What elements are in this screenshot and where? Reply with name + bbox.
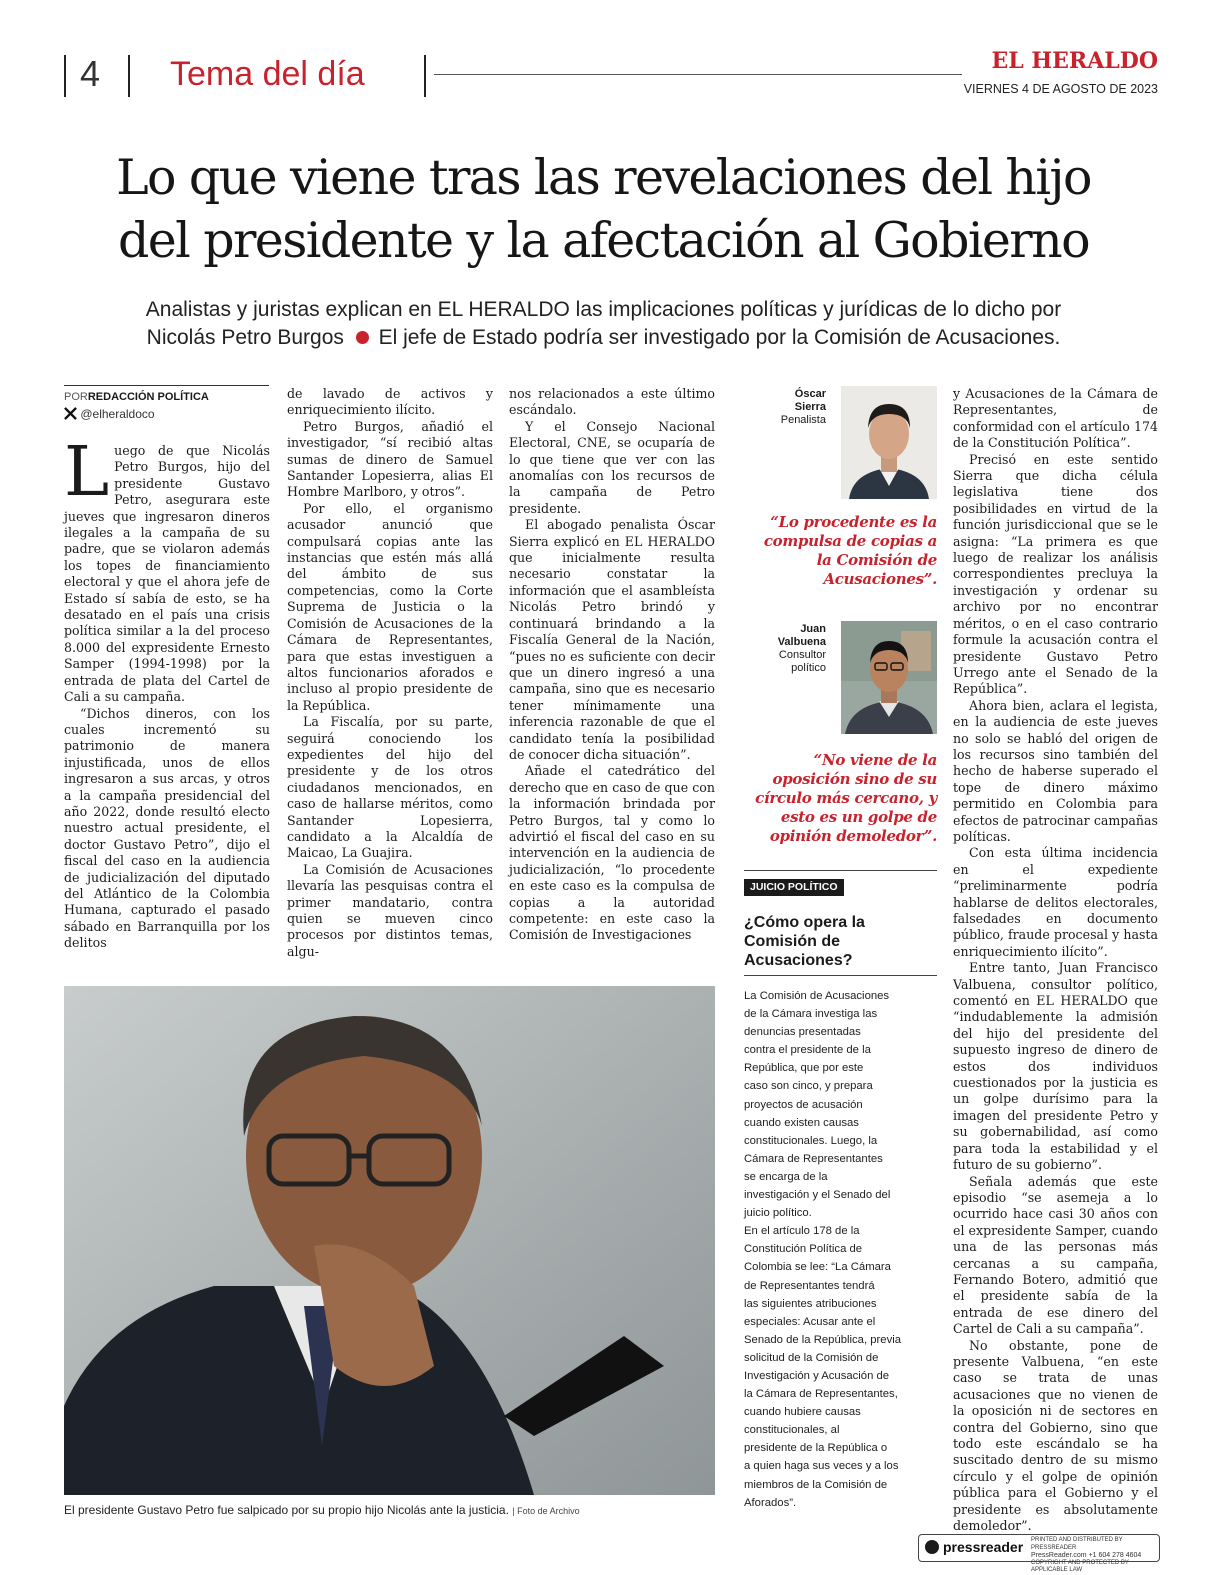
header-rule-left: [64, 55, 66, 97]
source-1-label: [760, 388, 826, 427]
sidebar-line: la Cámara de Representantes,: [744, 1388, 898, 1401]
col2-paragraph-3: Por ello, el organismo acusador anunció que compulsará copias ante las instancias que estén más allá del ámbito de sus competencias, como la Corte Suprema de Justicia o la Comisión de Acusaciones de la Cámara de Representantes, para que estas investiguen a altos funcionarios aforados e incluso al propio presidente de la República.: [287, 500, 493, 713]
drop-cap: L: [64, 433, 110, 512]
col2-paragraph-5: La Comisión de Acusaciones llevaría las pesquisas contra el primer mandatario, contra quien se mueven cinco procesos por distintos temas, algu-: [287, 861, 493, 959]
section-label: Tema del día: [170, 55, 365, 93]
masthead: EL HERALDO: [991, 48, 1158, 74]
source-2-photo: [841, 621, 937, 734]
sidebar-line: La Comisión de Acusaciones: [744, 990, 890, 1002]
col3-paragraph-1: nos relacionados a este último escándalo.: [509, 386, 715, 418]
sidebar-line: las siguientes atribuciones: [744, 1297, 877, 1310]
headline-line-2: del presidente y la afectación al Gobierno: [118, 212, 1089, 269]
sidebar-line: juicio político.: [744, 1207, 812, 1220]
sidebar-line: constitucionales. Luego, la: [744, 1134, 878, 1147]
caption-text: El presidente Gustavo Petro fue salpicado por su propio hijo Nicolás ante la justicia.: [64, 1503, 509, 1517]
sidebar-line: República, que por este: [744, 1062, 864, 1075]
sidebar-line: Cámara de Representantes: [744, 1152, 883, 1165]
col3-paragraph-4: Añade el catedrático del derecho que en caso de que con la información brindada por Petro Burgos, tal y como lo advirtió el fiscal del caso en su intervención en la audiencia de judicialización, “lo procedente en este caso es la compulsa de copias a la autoridad competente: en este caso la Comisión de Investigaciones: [509, 763, 715, 943]
col5-paragraph-2: Precisó en este sentido Sierra que dicha célula legislativa tiene dos posibilidades en virtud de la función jurisdiccional que se le asigna: “La primera es que luego de realizar los análisis correspondientes precluya la investigación y ordenar su archivo por no encontrar méritos, o en el caso contrario formule la acusación contra el presidente Gustavo Petro Urrego ante el Senado de la República”.: [953, 451, 1158, 697]
source-2-name-1: Juan: [800, 623, 826, 635]
sidebar-line: presidente de la República o: [744, 1442, 888, 1455]
sidebar-line: de Representantes tendrá: [744, 1279, 875, 1292]
dek-line-2: [0, 324, 1207, 352]
sidebar-body: [744, 987, 940, 1512]
sidebar-line: caso son cinco, y prepara: [744, 1080, 873, 1093]
col5-paragraph-1: y Acusaciones de la Cámara de Representantes, de conformidad con el artículo 174 de la Constitución Política”.: [953, 386, 1158, 451]
header-top-line: [434, 74, 962, 75]
sidebar-line: Aforados”.: [744, 1496, 797, 1509]
sidebar-line: constitucionales, al: [744, 1424, 840, 1437]
pressreader-logo-icon: [925, 1540, 939, 1554]
sidebar-line: a quien haga sus veces y a los: [744, 1460, 899, 1473]
source-2-role-2: político: [791, 662, 826, 674]
byline-prefix: POR: [64, 391, 88, 403]
pressreader-badge: [918, 1534, 1160, 1573]
sidebar-line: de la Cámara investiga las: [744, 1008, 878, 1021]
sidebar-title-rule: [744, 975, 937, 976]
header-rule-mid: [128, 55, 130, 97]
sidebar-top-rule: [744, 870, 937, 871]
dek-second: El jefe de Estado podría ser investigado por la Comisión de Acusaciones.: [378, 326, 1061, 349]
pressreader-notice: [1031, 1537, 1157, 1575]
sidebar-line: investigación y el Senado del: [744, 1189, 891, 1202]
sidebar-line: Colombia se lee: “La Cámara: [744, 1261, 891, 1274]
byline: [64, 390, 209, 404]
pressreader-line-2: PressReader.com +1 604 278 4604: [1031, 1552, 1142, 1559]
sidebar-line: miembros de la Comisión de: [744, 1478, 888, 1491]
source-2-name-2: Valbuena: [777, 636, 826, 648]
issue-date: VIERNES 4 DE AGOSTO DE 2023: [963, 82, 1158, 96]
photo-caption: [64, 1502, 744, 1519]
col2-paragraph-2: Petro Burgos, añadió el investigador, “sí recibió altas sumas de dinero de Samuel Santander Lopesierra, alias El Hombre Marlboro, y otros”.: [287, 418, 493, 500]
headline: [0, 146, 1207, 272]
col1-paragraph-2: “Dichos dineros, con los cuales incrementó su patrimonio de manera injustificada, unos de ellos ingresaron a sus arcas, y otros a la campaña presidencial del año 2022, donde resultó electo nuestro actual presidente, el doctor Gustavo Petro”, dijo el fiscal del caso en la audiencia de judicialización del diputado del Atlántico de la Colombia Humana, capturado el pasado sábado en Barranquilla por los delitos: [64, 705, 270, 951]
pressreader-brand: pressreader: [943, 1539, 1024, 1555]
source-2-quote: “No viene de la oposición sino de su círculo más cercano, y esto es un golpe de opinión demoledor”.: [755, 751, 937, 845]
social-handle: @elheraldoco: [80, 407, 155, 421]
article-column-5: [953, 386, 1158, 1534]
dek-subject: Nicolás Petro Burgos: [146, 326, 344, 349]
sidebar-line: En el artículo 178 de la: [744, 1225, 860, 1238]
president-photo-illustration: [64, 986, 715, 1495]
header-rule-right: [424, 55, 426, 97]
source-1-name-1: Óscar: [794, 388, 826, 400]
sidebar-line: Investigación y Acusación de: [744, 1369, 890, 1382]
sidebar-title: ¿Cómo opera la Comisión de Acusaciones?: [744, 914, 865, 969]
sidebar-line: solicitud de la Comisión de: [744, 1351, 879, 1364]
byline-author: REDACCIÓN POLÍTICA: [87, 391, 209, 403]
pressreader-line-1: PRINTED AND DISTRIBUTED BY PRESSREADER: [1031, 1537, 1123, 1551]
source-1-photo: [841, 386, 937, 499]
x-logo-icon: [64, 407, 77, 420]
source-2-role-1: Consultor: [778, 649, 826, 661]
sidebar-line: especiales: Acusar ante el: [744, 1315, 876, 1328]
article-column-3: [509, 386, 715, 944]
sidebar-line: contra el presidente de la: [744, 1044, 871, 1057]
caption-credit: | Foto de Archivo: [512, 1506, 580, 1516]
source-1-role: Penalista: [780, 414, 826, 426]
sidebar-line: cuando hubiere causas: [744, 1406, 861, 1419]
dek: [0, 296, 1207, 352]
col5-paragraph-6: Señala además que este episodio “se asemeja a lo ocurrido hace casi 30 años con el expresidente Samper, cuando una de las personas más cercanas a su campaña, Fernando Botero, admitió que el presidente sabía de la entrada de ese dinero del Cartel de Cali a su campaña”.: [953, 1173, 1158, 1337]
main-photo: [64, 986, 715, 1495]
article-column-2: [287, 386, 493, 960]
source-1-quote: “Lo procedente es la compulsa de copias a la Comisión de Acusaciones”.: [763, 513, 937, 588]
pressreader-line-3: COPYRIGHT AND PROTECTED BY APPLICABLE LAW: [1031, 1559, 1129, 1573]
col3-paragraph-2: Y el Consejo Nacional Electoral, CNE, se ocuparía de lo que tiene que ver con las anomalías con los recursos de la campaña de Petro presidente.: [509, 418, 715, 516]
bullet-icon: [356, 331, 369, 344]
source-2-label: [740, 623, 826, 675]
sidebar-line: proyectos de acusación: [744, 1098, 863, 1111]
col5-paragraph-3: Ahora bien, aclara el legista, en la audiencia de este jueves no solo se habló del origen de los recursos sino también del hecho de haberse superado el tope de dinero máximo permitido en Colombia para efectos de patrocinar campañas políticas.: [953, 697, 1158, 844]
social-handle-row: [64, 406, 155, 422]
byline-rule: [64, 385, 269, 386]
sidebar-line: se encarga de la: [744, 1170, 828, 1183]
col2-paragraph-1: de lavado de activos y enriquecimiento ilícito.: [287, 386, 493, 418]
dek-line-1: Analistas y juristas explican en EL HERALDO las implicaciones políticas y jurídicas de lo dicho por: [145, 298, 1062, 321]
article-column-1: [64, 433, 270, 952]
col5-paragraph-4: Con esta última incidencia en el expediente “preliminarmente podría hablarse de delitos electorales, falsedades en documento público, fraude procesal y hasta enriquecimiento ilícito”.: [953, 845, 1158, 959]
col3-paragraph-3: El abogado penalista Óscar Sierra explicó en EL HERALDO que inicialmente resulta necesario constatar la información que el asambleísta Nicolás Petro brindó y continuará brindando a la Fiscalía General de la Nación, “pues no es suficiente con decir que un dinero ingresó a una campaña, sino que es necesario tener mínimamente una inferencia razonable de que el candidato tenía la posibilidad de conocer dicha situación”.: [509, 517, 715, 762]
sidebar-line: denuncias presentadas: [744, 1026, 861, 1039]
sidebar-line: cuando existen causas: [744, 1116, 859, 1129]
col2-paragraph-4: La Fiscalía, por su parte, seguirá conociendo los expedientes del hijo del presidente y de los otros ciudadanos mencionados, en caso de hallarse méritos, como Santander Lopesierra, candidato a la Alcaldía de Maicao, La Guajira.: [287, 714, 493, 861]
col5-paragraph-5: Entre tanto, Juan Francisco Valbuena, consultor político, comentó en EL HERALDO que “indudablemente la admisión del hijo del presidente del supuesto ingreso de dinero de estos dos individuos cuestionados por la justicia es un golpe durísimo para la imagen del presidente Petro y su gobernabilidad, así como para toda la estabilidad y el futuro de su gobierno”.: [953, 960, 1158, 1173]
sidebar-line: Senado de la República, previa: [744, 1333, 902, 1346]
page-number: 4: [80, 53, 101, 94]
col1-paragraph-1: uego de que Nicolás Petro Burgos, hijo del presidente Gustavo Petro, asegurara este jueves que ingresaron dineros ilegales a la campaña de su padre, que se violaron además los topes de financiamiento electoral y que el ahora jefe de Estado sí sabía de esto, se ha desatado en el país una crisis política similar a la del proceso 8.000 del expresidente Ernesto Samper (1994-1998) por la entrada de plata del Cartel de Cali a su campaña.: [64, 443, 270, 705]
source-1-name-2: Sierra: [794, 401, 826, 413]
sidebar-line: Constitución Política de: [744, 1243, 863, 1256]
headline-line-1: Lo que viene tras las revelaciones del hijo: [116, 149, 1091, 206]
col5-paragraph-7: No obstante, pone de presente Valbuena, “en este caso se trata de unas acusaciones que no vienen de la oposición ni de sectores en contra del Gobierno, sino que todo este escándalo se ha suscitado dentro de su mismo círculo y el golpe de opinión pública para el Gobierno y el presidente es absolutamente demoledor”.: [953, 1337, 1158, 1534]
sidebar-tag: JUICIO POLÍTICO: [744, 879, 844, 896]
